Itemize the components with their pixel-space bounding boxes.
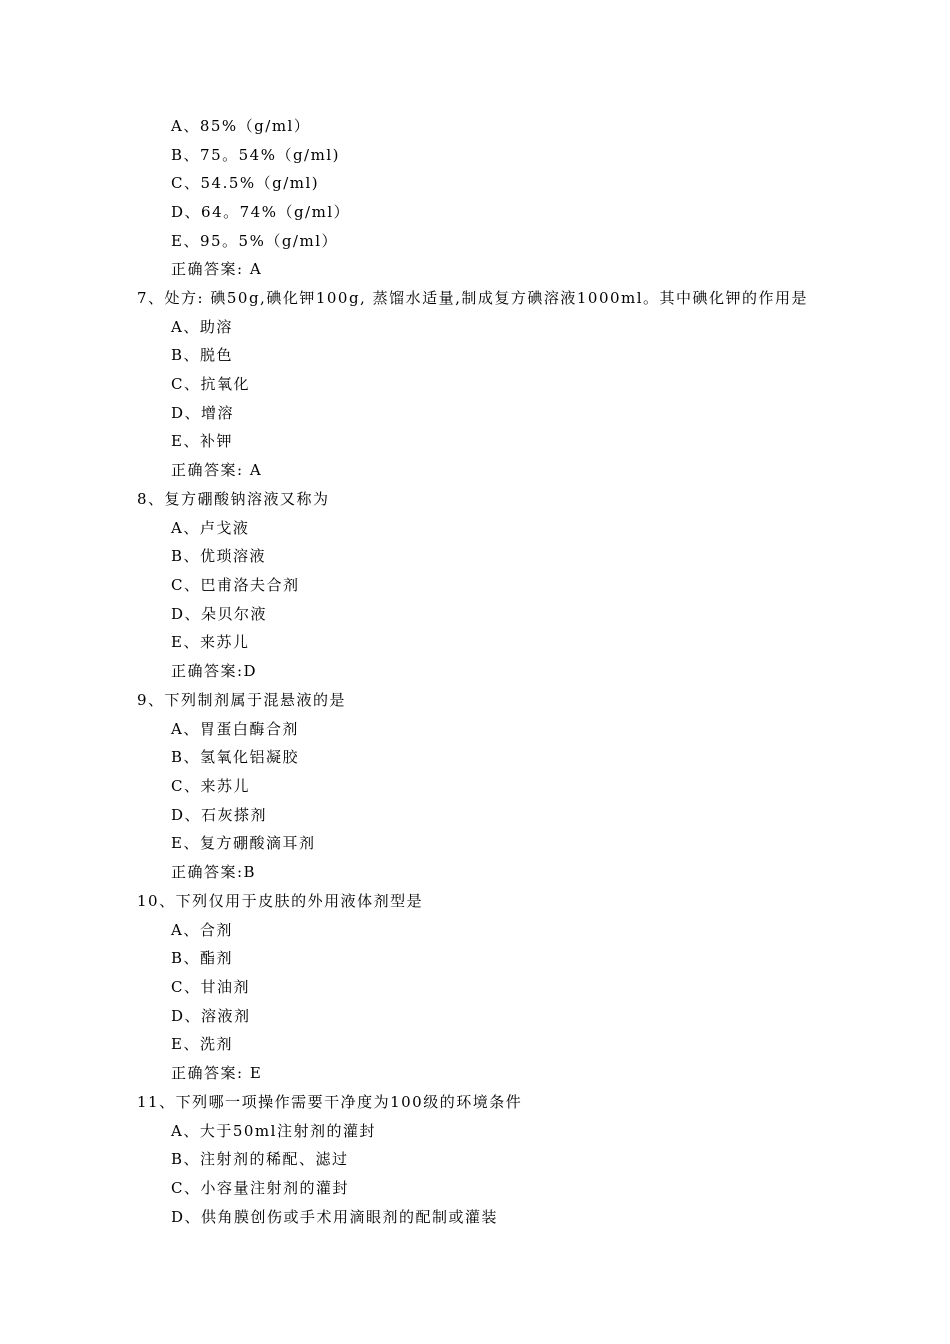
option-line: B、75。54%（g/ml) [171, 146, 340, 164]
option-line: B、酯剂 [171, 949, 234, 967]
option-line: A、助溶 [171, 318, 233, 336]
option-line: A、卢戈液 [171, 519, 250, 537]
option-line: E、来苏儿 [171, 633, 250, 651]
question-line: 11、下列哪一项操作需要干净度为100级的环境条件 [137, 1093, 523, 1111]
question-line: 9、下列制剂属于混悬液的是 [137, 691, 347, 709]
option-line: A、胃蛋白酶合剂 [171, 720, 299, 738]
option-line: B、注射剂的稀配、滤过 [171, 1150, 349, 1168]
option-line: A、85%（g/ml） [171, 117, 311, 135]
option-line: D、朵贝尔液 [171, 605, 268, 623]
option-line: B、氢氧化铝凝胶 [171, 748, 300, 766]
option-line: C、来苏儿 [171, 777, 250, 795]
answer-line: 正确答案: A [171, 461, 263, 479]
option-line: D、供角膜创伤或手术用滴眼剂的配制或灌装 [171, 1208, 499, 1226]
answer-line: 正确答案:D [171, 662, 258, 680]
option-line: B、脱色 [171, 346, 234, 364]
option-line: C、54.5%（g/ml) [171, 174, 320, 192]
option-line: C、小容量注射剂的灌封 [171, 1179, 349, 1197]
answer-line: 正确答案: A [171, 260, 263, 278]
option-line: B、优琐溶液 [171, 547, 267, 565]
option-line: C、巴甫洛夫合剂 [171, 576, 300, 594]
option-line: D、溶液剂 [171, 1007, 251, 1025]
option-line: A、大于50ml注射剂的灌封 [171, 1122, 376, 1140]
option-line: E、95。5%（g/ml） [171, 232, 339, 250]
option-line: D、增溶 [171, 404, 235, 422]
option-line: D、64。74%（g/ml） [171, 203, 351, 221]
option-line: E、洗剂 [171, 1035, 233, 1053]
option-line: A、合剂 [171, 921, 233, 939]
option-line: C、甘油剂 [171, 978, 250, 996]
option-line: E、补钾 [171, 432, 233, 450]
question-line: 7、处方: 碘50g,碘化钾100g, 蒸馏水适量,制成复方碘溶液1000ml。其中碘化钾的作用是 [137, 289, 809, 307]
option-line: C、抗氧化 [171, 375, 250, 393]
option-line: D、石灰搽剂 [171, 806, 268, 824]
option-line: E、复方硼酸滴耳剂 [171, 834, 316, 852]
answer-line: 正确答案: E [171, 1064, 263, 1082]
question-line: 10、下列仅用于皮肤的外用液体剂型是 [137, 892, 424, 910]
question-line: 8、复方硼酸钠溶液又称为 [137, 490, 330, 508]
answer-line: 正确答案:B [171, 863, 257, 881]
